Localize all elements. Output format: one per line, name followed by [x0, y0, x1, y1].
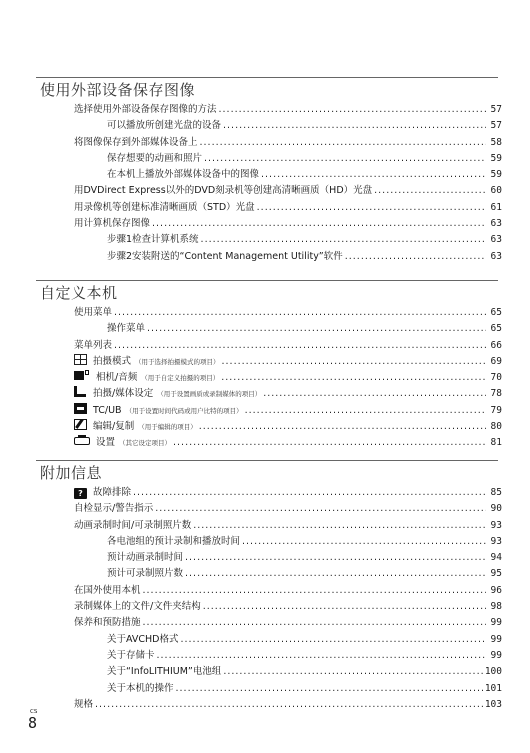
- entry-page-number: 99: [490, 633, 502, 645]
- toc-entry[interactable]: [74, 648, 502, 664]
- dot-leader: [171, 435, 486, 451]
- toc-entry[interactable]: [74, 135, 502, 151]
- toc-entry[interactable]: [74, 534, 502, 550]
- entry-label: 故障排除: [93, 487, 132, 498]
- camera-audio-icon: [74, 370, 90, 381]
- toc-entry[interactable]: [74, 151, 502, 167]
- entry-page-number: 57: [490, 120, 502, 132]
- entry-page-number: 94: [490, 552, 502, 564]
- entry-note: （用于设置时间代码或用户比特的项目）: [125, 406, 243, 415]
- entry-label: 拍摄/媒体设定: [93, 388, 154, 400]
- dot-leader: [221, 664, 485, 680]
- entry-label: 关于存储卡: [107, 649, 155, 661]
- scene-grid-icon: [74, 354, 87, 365]
- entry-label-group: [107, 550, 183, 566]
- dot-leader: [255, 200, 486, 216]
- entry-label: 关于AVCHD格式: [107, 633, 179, 645]
- toc-entry-list: [74, 305, 502, 452]
- entry-label: 菜单列表: [74, 339, 113, 351]
- toc-entry[interactable]: [74, 419, 502, 435]
- dot-leader: [112, 338, 486, 354]
- entry-note: （用于自定义拍摄的项目）: [141, 374, 220, 383]
- entry-label-group: [74, 370, 219, 386]
- dot-leader: [343, 249, 486, 265]
- toc-entry[interactable]: [74, 338, 502, 354]
- entry-page-number: 101: [484, 682, 502, 694]
- toc-entry[interactable]: [74, 102, 502, 118]
- toc-entry[interactable]: [74, 501, 502, 517]
- entry-page-number: 78: [490, 388, 502, 400]
- entry-label-group: [107, 664, 221, 680]
- entry-page-number: 98: [490, 601, 502, 613]
- entry-page-number: 81: [490, 437, 502, 449]
- settings-toolbox-icon: [74, 435, 90, 446]
- toc-entry[interactable]: [74, 550, 502, 566]
- entry-label: 操作菜单: [107, 323, 146, 335]
- entry-page-number: 96: [490, 584, 502, 596]
- entry-label-group: [74, 216, 150, 232]
- entry-label: 用录像机等创建标准清晰画质（STD）光盘: [74, 201, 255, 213]
- dot-leader: [183, 566, 486, 582]
- entry-note: （用于选择拍摄模式的项目）: [135, 357, 220, 366]
- entry-label: 规格: [74, 698, 94, 710]
- section-title: 自定义本机: [40, 284, 118, 302]
- toc-entry[interactable]: [74, 681, 502, 697]
- entry-label-group: [107, 566, 183, 582]
- toc-entry-list: [74, 102, 502, 265]
- section-header: [36, 460, 498, 485]
- dot-leader: [183, 550, 486, 566]
- entry-label: 步骤1检查计算机系统: [107, 234, 199, 246]
- entry-label-group: [74, 599, 201, 615]
- dot-leader: [197, 419, 486, 435]
- toc-entry[interactable]: [74, 249, 502, 265]
- dot-leader: [174, 681, 485, 697]
- entry-page-number: 99: [490, 617, 502, 629]
- section-title: 附加信息: [40, 464, 103, 482]
- entry-page-number: 59: [490, 152, 502, 164]
- entry-page-number: 93: [490, 519, 502, 531]
- help-icon: ?: [74, 488, 87, 499]
- entry-label-group: [107, 232, 199, 248]
- entry-page-number: 66: [490, 339, 502, 351]
- dot-leader: [259, 167, 486, 183]
- entry-page-number: 100: [484, 666, 502, 678]
- toc-entry[interactable]: [74, 615, 502, 631]
- dot-leader: [178, 632, 486, 648]
- entry-label-group: [74, 419, 197, 435]
- dot-leader: [145, 321, 486, 337]
- toc-entry[interactable]: [74, 518, 502, 534]
- entry-label: 用计算机保存图像: [74, 218, 151, 230]
- entry-label-group: [74, 102, 217, 118]
- media-settings-icon: [74, 386, 87, 397]
- entry-page-number: 59: [490, 169, 502, 181]
- entry-page-number: 99: [490, 649, 502, 661]
- entry-label: 在本机上播放外部媒体设备中的图像: [107, 169, 260, 181]
- entry-page-number: 57: [490, 104, 502, 115]
- toc-entry[interactable]: [74, 216, 502, 232]
- entry-label: 自检显示/警告指示: [74, 503, 154, 515]
- section-external-save: [36, 77, 502, 265]
- toc-entry[interactable]: [74, 386, 502, 402]
- dot-leader: [240, 534, 486, 550]
- section-header: [36, 77, 498, 102]
- toc-entry[interactable]: [74, 200, 502, 216]
- entry-label-group: [107, 151, 202, 167]
- entry-label: 步骤2安装附送的“Content Management Utility”软件: [107, 250, 343, 262]
- entry-page-number: 69: [490, 355, 502, 367]
- entry-label-group: [107, 167, 259, 183]
- dot-leader: [217, 102, 486, 118]
- dot-leader: [141, 615, 486, 631]
- entry-label-group: [74, 338, 112, 354]
- entry-page-number: 61: [490, 201, 502, 213]
- toc-entry[interactable]: [74, 632, 502, 648]
- section-customize: [36, 280, 502, 452]
- dot-leader: [199, 232, 486, 248]
- dot-leader: [220, 354, 486, 370]
- entry-page-number: 80: [490, 421, 502, 433]
- entry-label: 预计动画录制时间: [107, 552, 184, 564]
- toc-entry[interactable]: [74, 167, 502, 183]
- entry-page-number: 65: [490, 323, 502, 335]
- entry-label: 动画录制时间/可录制照片数: [74, 519, 192, 531]
- dot-leader: [372, 183, 486, 199]
- entry-label-group: [74, 485, 131, 501]
- entry-label: 使用菜单: [74, 307, 113, 318]
- entry-label: 设置: [96, 437, 116, 449]
- dot-leader: [261, 386, 486, 402]
- entry-label-group: [107, 648, 155, 664]
- entry-note: （用于设置画质或录制媒体的项目）: [157, 390, 262, 399]
- entry-label: 编辑/复制: [93, 421, 135, 433]
- entry-label-group: [74, 135, 198, 151]
- entry-label: TC/UB: [93, 404, 122, 416]
- entry-label-group: [74, 183, 372, 199]
- entry-label: 保存想要的动画和照片: [107, 152, 203, 164]
- entry-label-group: [74, 435, 171, 451]
- entry-label-group: [74, 518, 191, 534]
- entry-label-group: [107, 249, 343, 265]
- entry-label: 选择使用外部设备保存图像的方法: [74, 104, 217, 115]
- entry-label-group: [107, 632, 178, 648]
- toc-entry[interactable]: [74, 485, 502, 501]
- entry-page-number: 103: [484, 698, 502, 710]
- entry-page-number: 65: [490, 307, 502, 318]
- entry-page-number: 63: [490, 234, 502, 246]
- timecode-icon: [74, 403, 87, 414]
- entry-label-group: [74, 354, 220, 370]
- entry-label-group: [107, 681, 174, 697]
- dot-leader: [131, 485, 486, 501]
- toc-entry[interactable]: [74, 354, 502, 370]
- entry-page-number: 95: [490, 568, 502, 580]
- entry-label-group: [107, 534, 240, 550]
- dot-leader: [221, 118, 486, 134]
- dot-leader: [150, 216, 486, 232]
- toc-entry[interactable]: [74, 305, 502, 321]
- dot-leader: [155, 648, 486, 664]
- entry-label: 在国外使用本机: [74, 584, 141, 596]
- entry-page-number: 60: [490, 185, 502, 197]
- toc-entry[interactable]: [74, 232, 502, 248]
- toc-entry[interactable]: [74, 583, 502, 599]
- toc-entry[interactable]: [74, 321, 502, 337]
- page-number: 8: [28, 714, 38, 732]
- dot-leader: [141, 583, 486, 599]
- toc-entry[interactable]: [74, 118, 502, 134]
- entry-label: 用DVDirect Express以外的DVD刻录机等创建高清晰画质（HD）光盘: [74, 185, 373, 197]
- entry-page-number: 58: [490, 136, 502, 148]
- entry-label: 可以播放所创建光盘的设备: [107, 120, 222, 132]
- entry-page-number: 93: [490, 535, 502, 547]
- entry-label-group: [107, 118, 221, 134]
- entry-label-group: [74, 403, 243, 419]
- entry-label: 各电池组的预计录制和播放时间: [107, 535, 241, 547]
- entry-label-group: [74, 583, 141, 599]
- section-title: 使用外部设备保存图像: [40, 81, 196, 99]
- entry-label-group: [74, 386, 261, 402]
- toc-entry[interactable]: [74, 697, 502, 713]
- entry-label: 相机/音频: [96, 372, 138, 384]
- entry-page-number: 79: [490, 404, 502, 416]
- dot-leader: [93, 697, 485, 713]
- entry-note: （用于编辑的项目）: [138, 423, 197, 432]
- entry-label: 录制媒体上的文件/文件夹结构: [74, 601, 201, 613]
- entry-label: 关于本机的操作: [107, 682, 174, 694]
- entry-label: 关于“InfoLITHIUM”电池组: [107, 666, 222, 678]
- dot-leader: [198, 135, 486, 151]
- toc-entry-list: [74, 485, 502, 713]
- entry-label-group: [74, 501, 153, 517]
- language-code: CS: [30, 709, 38, 715]
- entry-label-group: [107, 321, 145, 337]
- entry-page-number: 90: [490, 503, 502, 515]
- toc-entry[interactable]: [74, 370, 502, 386]
- section-additional-info: [36, 460, 502, 713]
- dot-leader: [243, 403, 486, 419]
- entry-note: （其它设定项目）: [119, 439, 172, 448]
- section-header: [36, 280, 498, 305]
- entry-label-group: [74, 697, 93, 713]
- toc-entry[interactable]: [74, 664, 502, 680]
- entry-page-number: 63: [490, 250, 502, 262]
- entry-label: 保养和预防措施: [74, 617, 141, 629]
- dot-leader: [201, 599, 486, 615]
- entry-label-group: [74, 305, 112, 321]
- toc-entry[interactable]: [74, 403, 502, 419]
- toc-entry[interactable]: [74, 566, 502, 582]
- entry-label: 将图像保存到外部媒体设备上: [74, 136, 198, 148]
- dot-leader: [219, 370, 486, 386]
- dot-leader: [112, 305, 486, 321]
- entry-page-number: 85: [490, 487, 502, 498]
- dot-leader: [202, 151, 486, 167]
- toc-entry[interactable]: [74, 599, 502, 615]
- dot-leader: [191, 518, 486, 534]
- entry-label: 预计可录制照片数: [107, 568, 184, 580]
- dot-leader: [153, 501, 486, 517]
- entry-label-group: [74, 615, 141, 631]
- entry-page-number: 70: [490, 372, 502, 384]
- edit-icon: [74, 419, 87, 430]
- toc-entry[interactable]: [74, 435, 502, 451]
- toc-entry[interactable]: [74, 183, 502, 199]
- entry-label: 拍摄模式: [93, 355, 132, 367]
- entry-page-number: 63: [490, 218, 502, 230]
- entry-label-group: [74, 200, 255, 216]
